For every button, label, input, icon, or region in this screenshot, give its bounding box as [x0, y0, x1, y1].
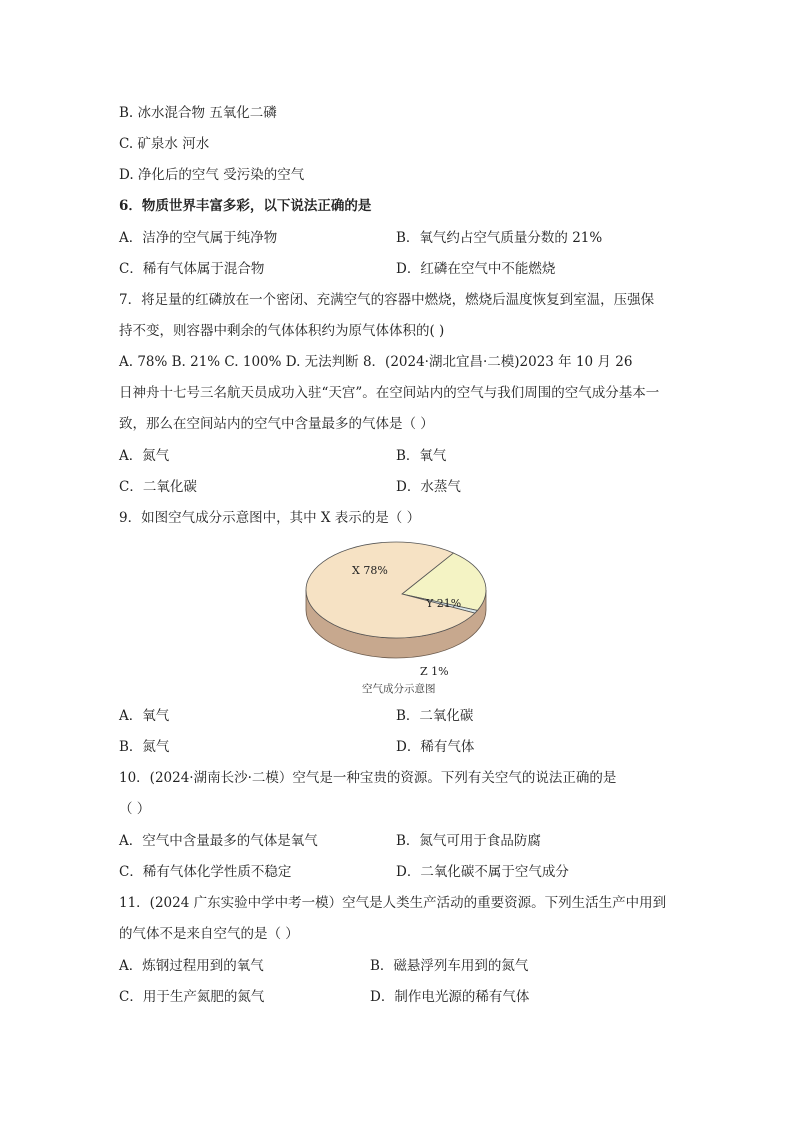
q9-option-c: B．氮气	[119, 739, 170, 755]
q10-stem-line1: 10．(2024·湖南长沙·二模）空气是一种宝贵的资源。下列有关空气的说法正确的是	[119, 770, 617, 786]
q11-stem-line1: 11．(2024 广东实验中学中考一模）空气是人类生产活动的重要资源。下列生活生产中用到	[119, 895, 667, 911]
q11-stem-line2: 的气体不是来自空气的是（ ）	[119, 926, 299, 942]
q6-option-c: C．稀有气体属于混合物	[119, 261, 265, 277]
label-y: Y 21%	[426, 597, 462, 610]
chart-caption: 空气成分示意图	[362, 683, 436, 695]
q11-option-c: C．用于生产氮肥的氮气	[119, 989, 265, 1005]
q9-option-d: D．稀有气体	[396, 739, 475, 755]
q10-option-d: D．二氧化碳不属于空气成分	[396, 864, 569, 880]
q9-option-b: B．二氧化碳	[396, 708, 474, 724]
q8-option-c: C．二氧化碳	[119, 479, 197, 495]
q11-option-a: A．炼钢过程用到的氧气	[119, 958, 264, 974]
label-z: Z 1%	[420, 665, 449, 678]
q10-option-c: C．稀有气体化学性质不稳定	[119, 864, 292, 880]
q11-option-b: B．磁悬浮列车用到的氮气	[370, 958, 529, 974]
air-composition-pie-chart	[300, 536, 500, 696]
q7-stem-line1: 7．将足量的红磷放在一个密闭、充满空气的容器中燃烧，燃烧后温度恢复到室温，压强保	[119, 292, 655, 308]
q7-options: A. 78% B. 21% C. 100% D. 无法判断 8．(2024·湖北宜昌·二模)2023 年 10 月 26	[119, 354, 633, 370]
q9-stem: 9．如图空气成分示意图中，其中 X 表示的是（ ）	[119, 510, 421, 526]
q6-stem: 6．物质世界丰富多彩，以下说法正确的是	[119, 198, 372, 214]
q7-stem-line2: 持不变，则容器中剩余的气体体积约为原气体体积的( )	[119, 323, 445, 339]
q8-stem-line3: 致，那么在空间站内的空气中含量最多的气体是（ ）	[119, 416, 434, 432]
q6-option-a: A．洁净的空气属于纯净物	[119, 230, 278, 246]
q5-option-c: C. 矿泉水 河水	[119, 136, 210, 152]
q5-option-b: B. 冰水混合物 五氧化二磷	[119, 105, 277, 121]
q6-option-b: B．氧气约占空气质量分数的 21%	[396, 230, 603, 246]
q8-option-d: D．水蒸气	[396, 479, 461, 495]
q9-option-a: A．氧气	[119, 708, 170, 724]
pie-slices	[306, 542, 486, 638]
q11-option-d: D．制作电光源的稀有气体	[370, 989, 530, 1005]
q8-option-a: A．氮气	[119, 448, 170, 464]
q10-option-b: B．氮气可用于食品防腐	[396, 833, 541, 849]
q10-stem-line2: （ ）	[119, 801, 151, 817]
label-x: X 78%	[352, 564, 388, 577]
q8-option-b: B．氧气	[396, 448, 447, 464]
q8-stem-line2: 日神舟十七号三名航天员成功入驻“天宫”。在空间站内的空气与我们周围的空气成分基本一	[119, 385, 660, 401]
q5-option-d: D. 净化后的空气 受污染的空气	[119, 167, 305, 183]
q6-option-d: D．红磷在空气中不能燃烧	[396, 261, 556, 277]
q10-option-a: A．空气中含量最多的气体是氧气	[119, 833, 318, 849]
